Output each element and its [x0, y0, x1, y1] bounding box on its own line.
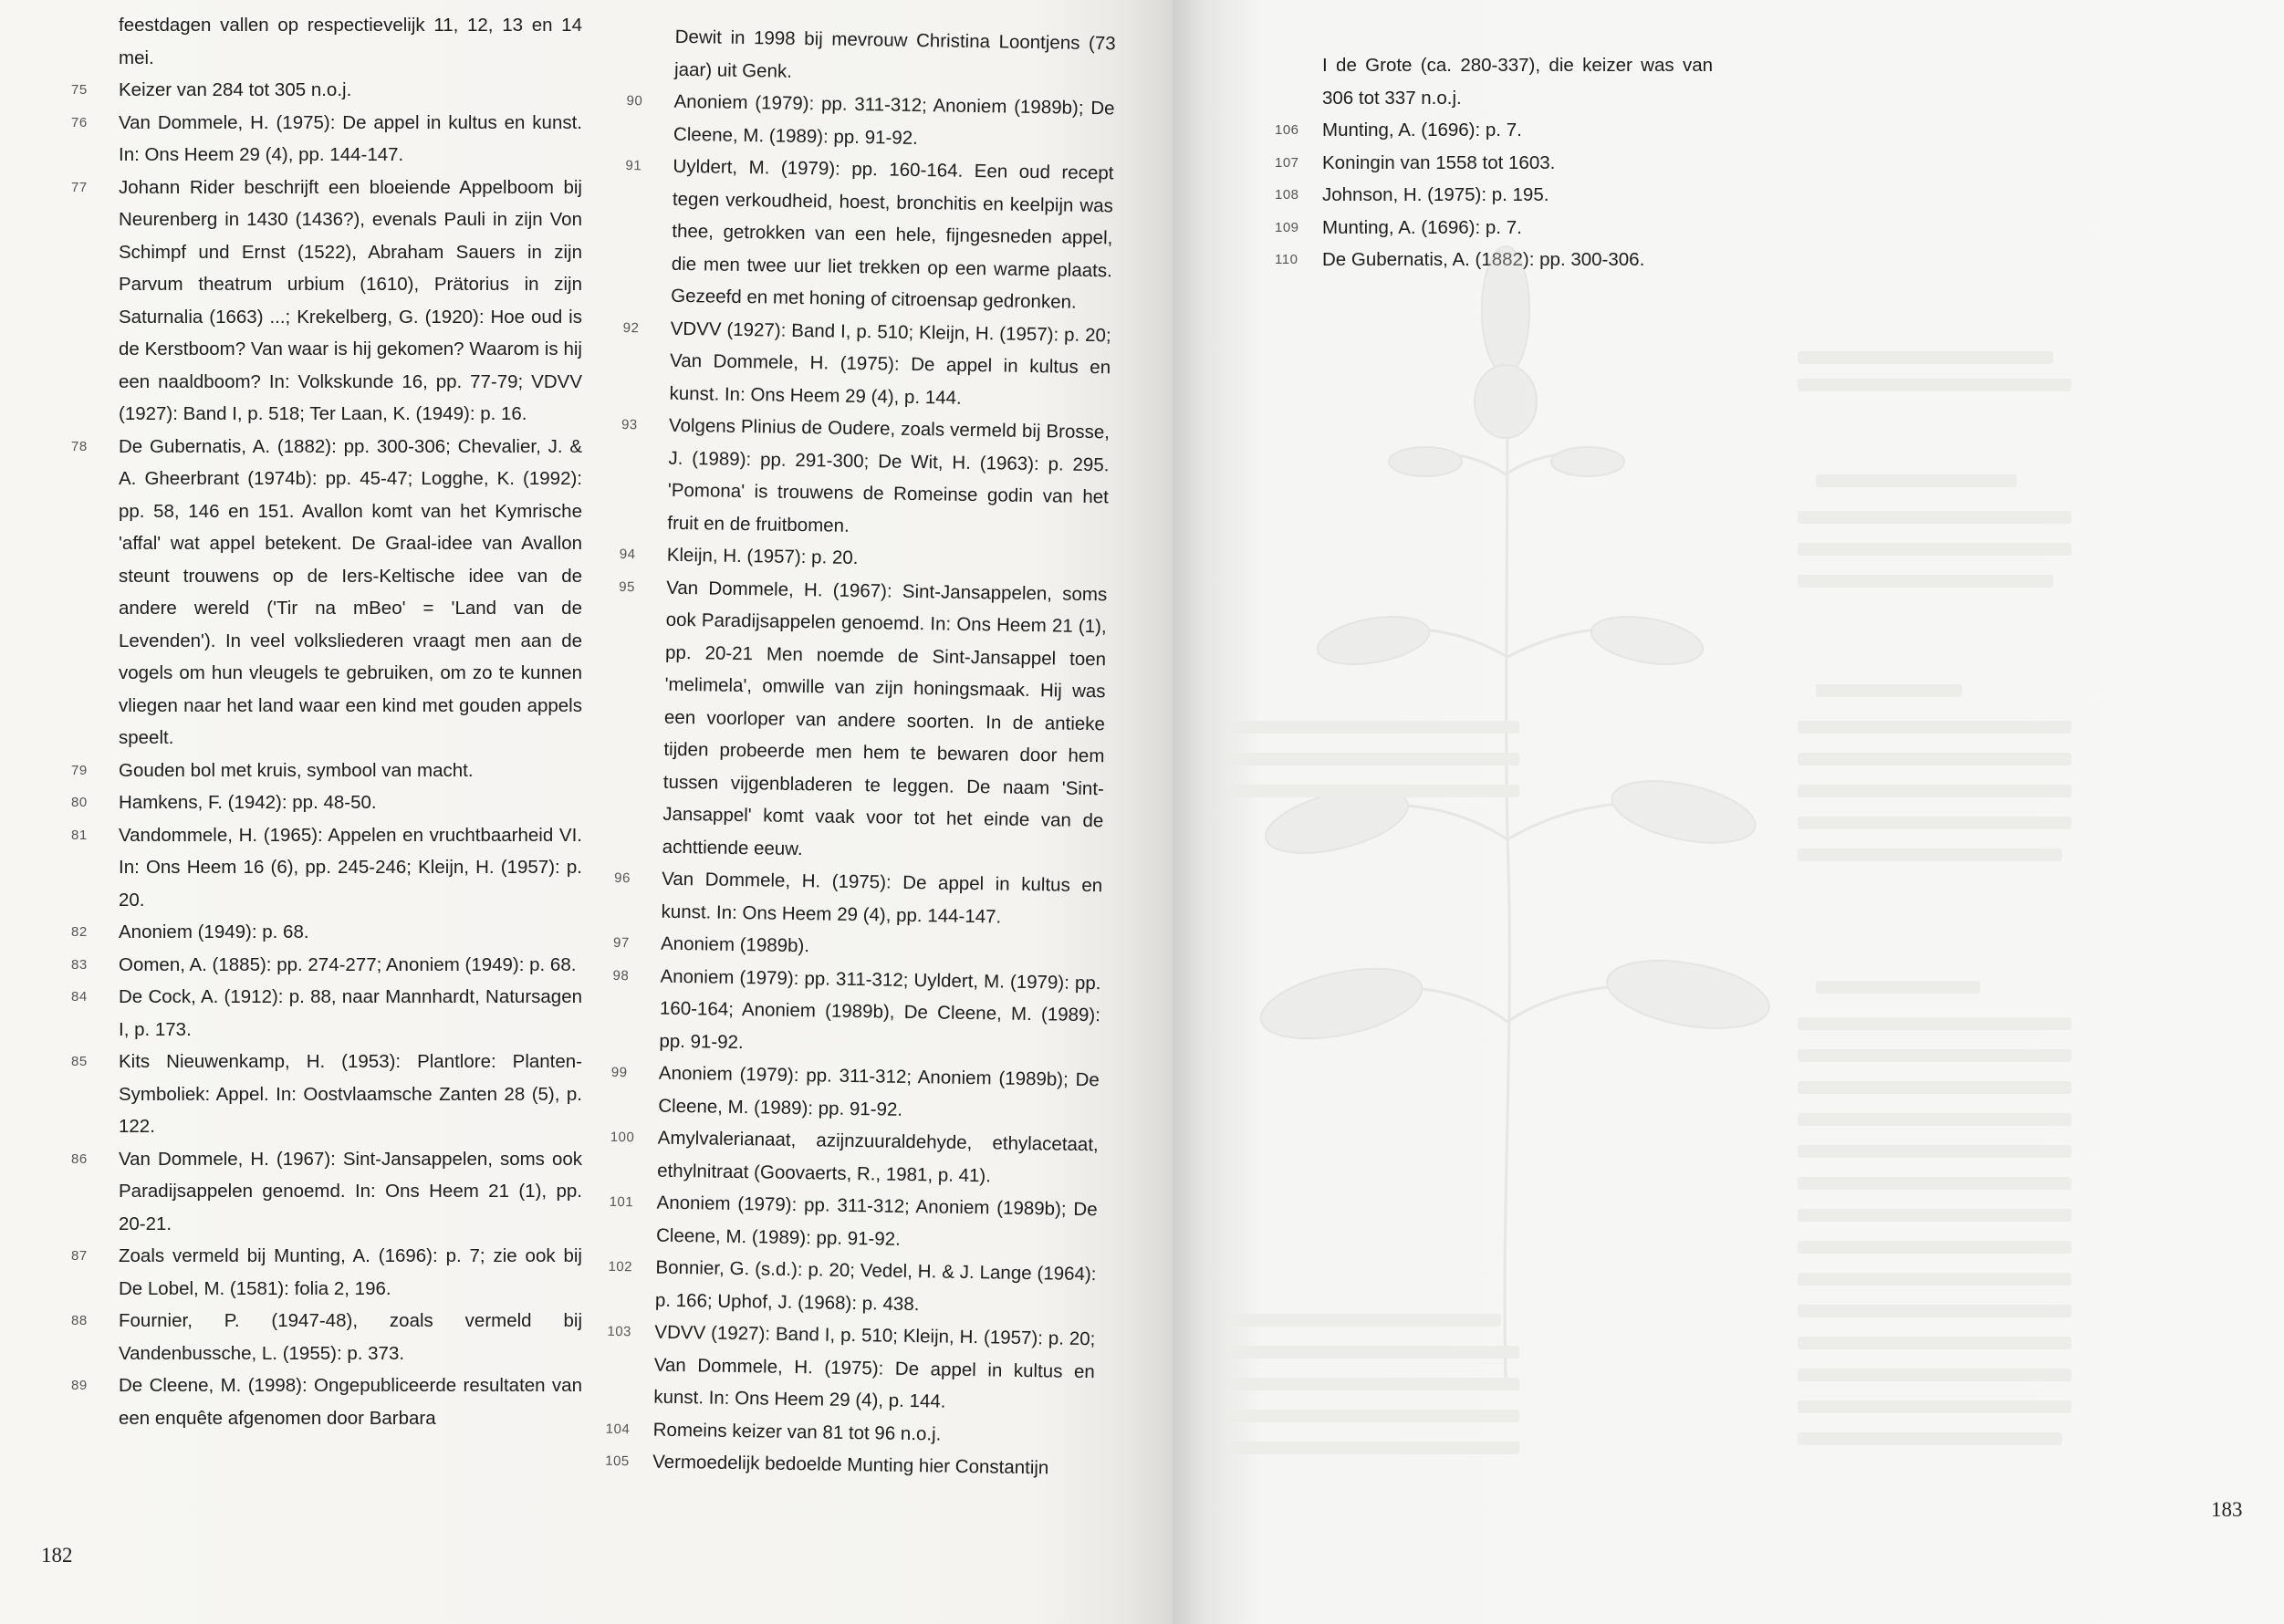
endnote-number: 90 — [626, 92, 643, 109]
endnote-text: Gouden bol met kruis, symbool van macht. — [119, 759, 474, 781]
endnote-text: Dewit in 1998 bij mevrouw Christina Loontjens (73 jaar) uit Genk. — [673, 26, 1116, 82]
endnote-item — [71, 107, 582, 172]
endnote-number: 83 — [71, 956, 88, 973]
endnote-number: 96 — [614, 869, 631, 887]
endnote-text: VDVV (1927): Band I, p. 510; Kleijn, H. (1957): p. 20; Van Dommele, H. (1975): De appel in kultus en kunst. In: Ons Heem 29 (4), p. 144. — [653, 1321, 1096, 1412]
endnote-item — [626, 85, 1115, 157]
endnote-text: Zoals vermeld bij Munting, A. (1696): p. 7; zie ook bij De Lobel, M. (1581): folia 2, 196. — [119, 1245, 582, 1299]
endnote-number: 100 — [610, 1129, 635, 1146]
endnote-number: 109 — [1275, 219, 1299, 235]
endnote-text: Oomen, A. (1885): pp. 274-277; Anoniem (1949): p. 68. — [119, 953, 577, 975]
endnote-item — [609, 1186, 1098, 1258]
endnote-text: Van Dommele, H. (1967): Sint-Jansappelen, soms ook Paradijsappelen genoemd. In: Ons Heem 21 (1), pp. 20-21. — [119, 1148, 582, 1234]
endnote-text: Van Dommele, H. (1975): De appel in kultus en kunst. In: Ons Heem 29 (4), pp. 144-147. — [119, 111, 582, 165]
endnote-text: Koningin van 1558 tot 1603. — [1322, 151, 1556, 173]
endnote-number: 76 — [71, 114, 88, 130]
endnote-number: 106 — [1275, 122, 1299, 138]
endnote-item — [71, 1240, 582, 1305]
endnote-text: Vandommele, H. (1965): Appelen en vruchtbaarheid VI. In: Ons Heem 16 (6), pp. 245-246; Kleijn, H. (1957): p. 20. — [119, 824, 582, 911]
endnote-item — [611, 959, 1101, 1064]
endnote-number: 92 — [622, 319, 640, 336]
endnote-item — [71, 74, 582, 107]
page-number-right: 183 — [2211, 1498, 2243, 1521]
endnote-text: De Cleene, M. (1998): Ongepubliceerde resultaten van een enquête afgenomen door Barbara — [119, 1375, 582, 1429]
endnote-number: 107 — [1275, 154, 1299, 171]
endnote-item — [1275, 114, 1713, 147]
endnote-text: Hamkens, F. (1942): pp. 48-50. — [119, 792, 377, 813]
endnote-item — [621, 311, 1111, 416]
endnote-number: 79 — [71, 762, 88, 778]
endnote-text: I de Grote (ca. 280-337), die keizer was van 306 tot 337 n.o.j. — [1322, 55, 1713, 109]
endnote-number: 104 — [605, 1421, 631, 1437]
endnote-number: 110 — [1275, 252, 1298, 267]
endnote-item — [1275, 212, 1713, 245]
endnote-number: 101 — [609, 1193, 634, 1211]
endnote-number: 82 — [71, 924, 88, 940]
endnotes-column-b — [605, 20, 1116, 1485]
endnote-text: Kleijn, H. (1957): p. 20. — [666, 544, 859, 569]
endnote-item — [71, 1046, 582, 1143]
endnote-item — [610, 1121, 1099, 1193]
endnote-item — [610, 1057, 1100, 1129]
endnote-text: De Cock, A. (1912): p. 88, naar Mannhardt, Natursagen I, p. 173. — [119, 986, 582, 1040]
endnote-item — [71, 431, 582, 755]
endnote-text: Bonnier, G. (s.d.): p. 20; Vedel, H. & J. Lange (1964): p. 166; Uphof, J. (1968): p. 438. — [654, 1256, 1097, 1315]
endnote-item — [71, 172, 582, 431]
endnote-item — [606, 1316, 1096, 1421]
endnote-item — [605, 1445, 1093, 1485]
endnote-text: Vermoedelijk bedoelde Munting hier Constantijn — [652, 1451, 1049, 1479]
endnote-text: Uyldert, M. (1979): pp. 160-164. Een oud recept tegen verkoudheid, hoest, bronchitis en keelpijn was thee, getrokken van een hele, fijngesneden appel, die men twee uur liet trekken op een warme plaats. Gezeefd en met honing of citroensap gedronken. — [671, 155, 1114, 313]
endnote-item — [71, 1305, 582, 1369]
endnote-text: Romeins keizer van 81 tot 96 n.o.j. — [652, 1419, 942, 1445]
endnote-text: Johnson, H. (1975): p. 195. — [1322, 184, 1549, 205]
endnote-text: Anoniem (1979): pp. 311-312; Uyldert, M. (1979): pp. 160-164; Anoniem (1989b), De Cleene, M. (1989): pp. 91-92. — [659, 965, 1101, 1053]
endnote-number: 103 — [607, 1323, 632, 1340]
endnote-number: 93 — [621, 416, 638, 433]
endnote-number: 80 — [71, 795, 88, 810]
endnote-item — [1275, 147, 1713, 180]
endnote-item — [71, 819, 582, 917]
endnote-text: Volgens Plinius de Oudere, zoals vermeld bij Brosse, J. (1989): pp. 291-300; De Wit, H. (1963): p. 295. 'Pomona' is trouwens de Romeinse godin van het fruit en de fruitbomen. — [667, 414, 1111, 536]
endnote-number: 87 — [71, 1248, 88, 1264]
endnote-continuation — [1275, 49, 1713, 114]
endnote-text: Van Dommele, H. (1967): Sint-Jansappelen, soms ook Paradijsappelen genoemd. In: Ons Heem 21 (1), pp. 20-21 Men noemde de Sint-Jansappel toen 'melimela', omwille van zijn honingsmaak. Hij was een voorloper van andere soorten. In de antieke tijden probeerde men hem te bewaren door hem tussen vijgenbladeren te leggen. De naam 'Sint-Jansappel' komt vaak voor tot het einde van de achttiende eeuw. — [662, 577, 1108, 859]
endnotes-column-c — [1275, 49, 1713, 276]
endnote-text: Munting, A. (1696): p. 7. — [1322, 120, 1522, 141]
endnote-number: 95 — [619, 578, 636, 595]
endnote-text: Anoniem (1979): pp. 311-312; Anoniem (1989b); De Cleene, M. (1989): pp. 91-92. — [655, 1192, 1098, 1250]
endnote-number: 85 — [71, 1054, 88, 1069]
endnote-text: VDVV (1927): Band I, p. 510; Kleijn, H. (1957): p. 20; Van Dommele, H. (1975): De appel in kultus en kunst. In: Ons Heem 29 (4), p. 144. — [669, 318, 1111, 409]
endnote-text: Anoniem (1979): pp. 311-312; Anoniem (1989b); De Cleene, M. (1989): pp. 91-92. — [673, 90, 1115, 149]
endnote-item — [71, 786, 582, 819]
endnote-item — [1275, 179, 1713, 212]
endnote-number: 98 — [612, 967, 630, 984]
endnote-number: 108 — [1275, 187, 1299, 203]
endnotes-column-a — [71, 9, 582, 1434]
endnote-item — [71, 1369, 582, 1434]
endnote-item — [71, 949, 582, 982]
endnote-text: Kits Nieuwenkamp, H. (1953): Plantlore: Planten-Symboliek: Appel. In: Oostvlaamsche Zanten 28 (5), p. 122. — [119, 1051, 582, 1137]
endnote-number: 94 — [619, 546, 636, 563]
endnote-item — [620, 409, 1110, 546]
endnote-text: Anoniem (1989b). — [660, 932, 810, 957]
endnote-number: 88 — [71, 1313, 88, 1328]
endnote-number: 84 — [71, 989, 88, 1005]
endnote-number: 89 — [71, 1378, 88, 1393]
endnote-continuation — [71, 9, 582, 74]
endnote-text: Fournier, P. (1947-48), zoals vermeld bij Vandenbussche, L. (1955): p. 373. — [119, 1310, 582, 1364]
endnote-text: De Gubernatis, A. (1882): pp. 300-306. — [1322, 249, 1645, 270]
endnote-text: Keizer van 284 tot 305 n.o.j. — [119, 79, 352, 100]
endnote-item — [71, 981, 582, 1046]
endnote-text: Anoniem (1979): pp. 311-312; Anoniem (1989b); De Cleene, M. (1989): pp. 91-92. — [658, 1062, 1100, 1120]
endnote-number: 75 — [71, 82, 88, 98]
endnote-item — [613, 862, 1102, 934]
endnote-number: 77 — [71, 179, 88, 195]
page-number-left: 182 — [41, 1544, 73, 1567]
endnote-number: 99 — [610, 1064, 628, 1081]
endnote-text: Anoniem (1949): p. 68. — [119, 921, 309, 942]
endnote-text: Munting, A. (1696): p. 7. — [1322, 216, 1522, 238]
endnote-item — [71, 916, 582, 949]
endnote-number: 81 — [71, 827, 88, 843]
endnote-item — [71, 1143, 582, 1241]
endnote-continuation — [627, 20, 1116, 92]
endnote-item — [615, 570, 1108, 869]
endnote-item — [71, 755, 582, 787]
endnote-text: Johann Rider beschrijft een bloeiende Appelboom bij Neurenberg in 1430 (1436?), evenals Pauli in zijn Von Schimpf und Ernst (1522), Abraham Sauers in zijn Parvum theatrum urbium (1610), Prätorius in zijn Saturnalia (1663) ...; Krekelberg, G. (1920): Hoe oud is de Kerstboom? Van waar is hij gekomen? Waarom is hij een naaldboom? In: Volkskunde 16, pp. 77-79; VDVV (1927): Band I, p. 518; Ter Laan, K. (1949): p. 16. — [119, 176, 582, 424]
endnote-item — [608, 1251, 1097, 1323]
endnote-number: 78 — [71, 438, 88, 454]
endnote-item — [623, 150, 1114, 319]
endnote-text: De Gubernatis, A. (1882): pp. 300-306; Chevalier, J. & A. Gheerbrant (1974b): pp. 45-47; Logghe, K. (1992): pp. 58, 146 en 151. Avallon komt van het Kymrische 'affal' wat appel betekent. De Graal-idee van Avallon steunt trouwens op de Iers-Keltische idee van de andere wereld ('Tir na mBeo' = 'Land van de Levenden'). In veel volksliederen vraagt men aan de vogels om hun vleugels te gebruiken, om zo te kunnen vliegen naar het land waar een kind met gouden appels speelt. — [119, 435, 582, 748]
endnote-number: 91 — [625, 157, 642, 174]
endnote-item — [1275, 244, 1713, 276]
endnote-number: 102 — [608, 1258, 633, 1275]
endnote-number: 86 — [71, 1150, 88, 1167]
endnote-text: Amylvalerianaat, azijnzuuraldehyde, ethylacetaat, ethylnitraat (Goovaerts, R., 1981, p. 41). — [657, 1127, 1099, 1186]
endnote-text: Van Dommele, H. (1975): De appel in kultus en kunst. In: Ons Heem 29 (4), pp. 144-147. — [661, 868, 1103, 928]
endnote-text: feestdagen vallen op respectievelijk 11, 12, 13 en 14 mei. — [119, 15, 582, 68]
endnote-number: 97 — [612, 934, 630, 952]
endnote-number: 105 — [605, 1452, 630, 1470]
